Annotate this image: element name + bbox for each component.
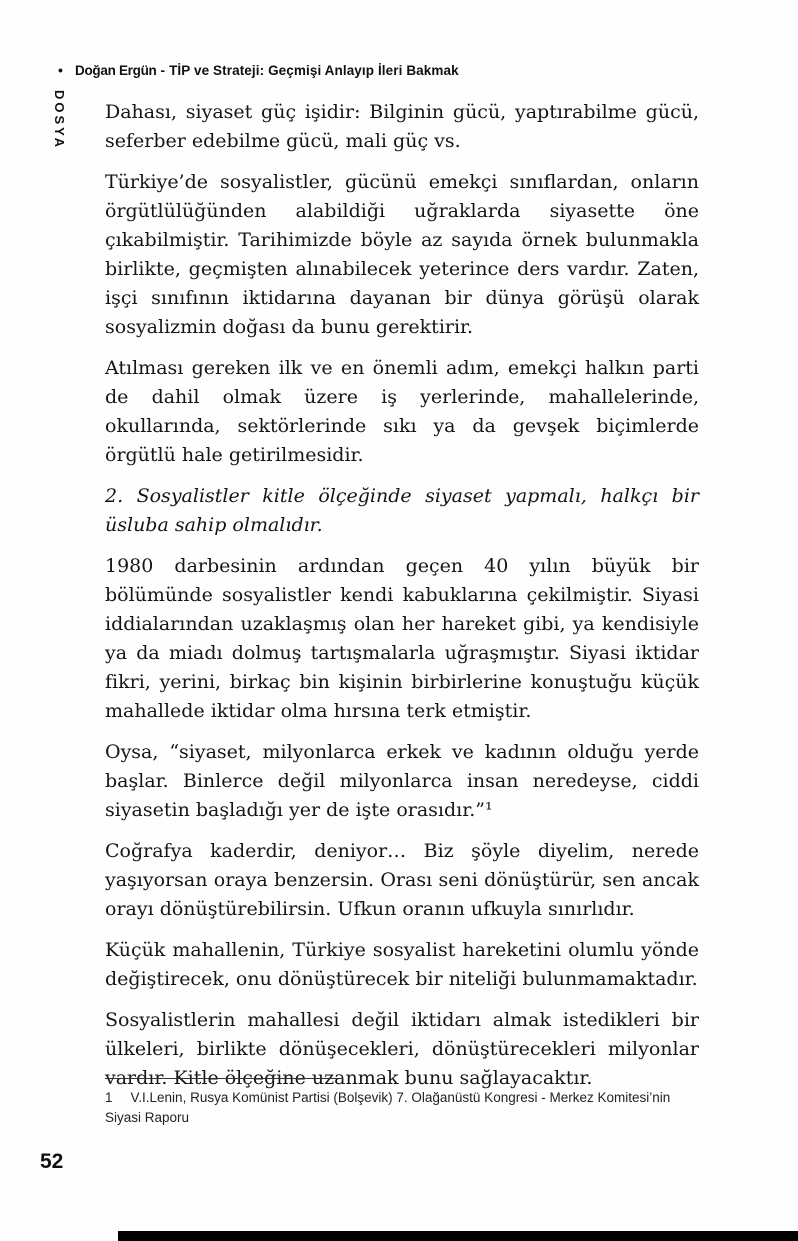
bottom-decorative-bar bbox=[118, 1231, 798, 1241]
header-separator: - bbox=[160, 63, 166, 78]
footnote-text-block bbox=[105, 1088, 699, 1128]
footnote-text: V.I.Lenin, Rusya Komünist Partisi (Bolşevik) 7. Olağanüstü Kongresi - Merkez Komitesi’nin Siyasi Raporu bbox=[105, 1090, 671, 1125]
footnote-rule bbox=[105, 1078, 343, 1079]
paragraph: Küçük mahallenin, Türkiye sosyalist hareketini olumlu yönde değiştirecek, onu dönüştürecek bir niteliği bulunmamaktadır. bbox=[105, 939, 699, 990]
page-header bbox=[58, 62, 738, 78]
bullet-icon: • bbox=[58, 62, 64, 78]
body-text bbox=[105, 98, 699, 1105]
paragraph: Oysa, “siyaset, milyonlarca erkek ve kadının olduğu yerde başlar. Binlerce değil milyonlarca insan neredeyse, ciddi siyasetin başladığı yer de işte orasıdır.”¹ bbox=[105, 741, 699, 821]
footnote-marker: 1 bbox=[105, 1090, 113, 1105]
paragraph-italic-subheading: 2. Sosyalistler kitle ölçeğinde siyaset yapmalı, halkçı bir üsluba sahip olmalıdır. bbox=[105, 485, 699, 536]
paragraph: Sosyalistlerin mahallesi değil iktidarı almak istedikleri bir ülkeleri, birlikte dönüşecekleri, dönüştürecekleri milyonlar vardır. Kitle ölçeğine uzanmak bunu sağlayacaktır. bbox=[105, 1009, 699, 1089]
paragraph: Dahası, siyaset güç işidir: Bilginin gücü, yaptırabilme gücü, seferber edebilme gücü, mali güç vs. bbox=[105, 101, 699, 152]
paragraph: Atılması gereken ilk ve en önemli adım, emekçi halkın parti de dahil olmak üzere iş yerlerinde, mahallelerinde, okullarında, sektörlerinde sıkı ya da gevşek biçimlerde örgütlü hale getirilmesidir. bbox=[105, 357, 699, 466]
page-number: 52 bbox=[40, 1150, 64, 1173]
paragraph: 1980 darbesinin ardından geçen 40 yılın büyük bir bölümünde sosyalistler kendi kabuklarına çekilmiştir. Siyasi iddialarından uzaklaşmış olan her hareket gibi, ya kendisiyle ya da miadı dolmuş tartışmalarla uğraşmıştır. Siyasi iktidar fikri, yerini, birkaç bin kişinin birbirlerine konuştuğu küçük mahallede iktidar olma hırsına terk etmiştir. bbox=[105, 555, 699, 722]
header-title: TİP ve Strateji: Geçmişi Anlayıp İleri Bakmak bbox=[169, 63, 459, 78]
footnote bbox=[105, 1078, 699, 1128]
side-label-dosya: DOSYA bbox=[52, 90, 67, 151]
header-author: Doğan Ergün bbox=[75, 63, 157, 78]
paragraph: Türkiye’de sosyalistler, gücünü emekçi sınıflardan, onların örgütlülüğünden alabildiği uğraklarda siyasette öne çıkabilmiştir. Tarihimizde böyle az sayıda örnek bulunmakla birlikte, geçmişten alınabilecek yeterince ders vardır. Zaten, işçi sınıfının iktidarına dayanan bir dünya görüşü olarak sosyalizmin doğası da bunu gerektirir. bbox=[105, 171, 699, 338]
paragraph: Coğrafya kaderdir, deniyor… Biz şöyle diyelim, nerede yaşıyorsan oraya benzersin. Orası seni dönüştürür, sen ancak orayı dönüştürebilirsin. Ufkun oranın ufkuyla sınırlıdır. bbox=[105, 840, 699, 920]
